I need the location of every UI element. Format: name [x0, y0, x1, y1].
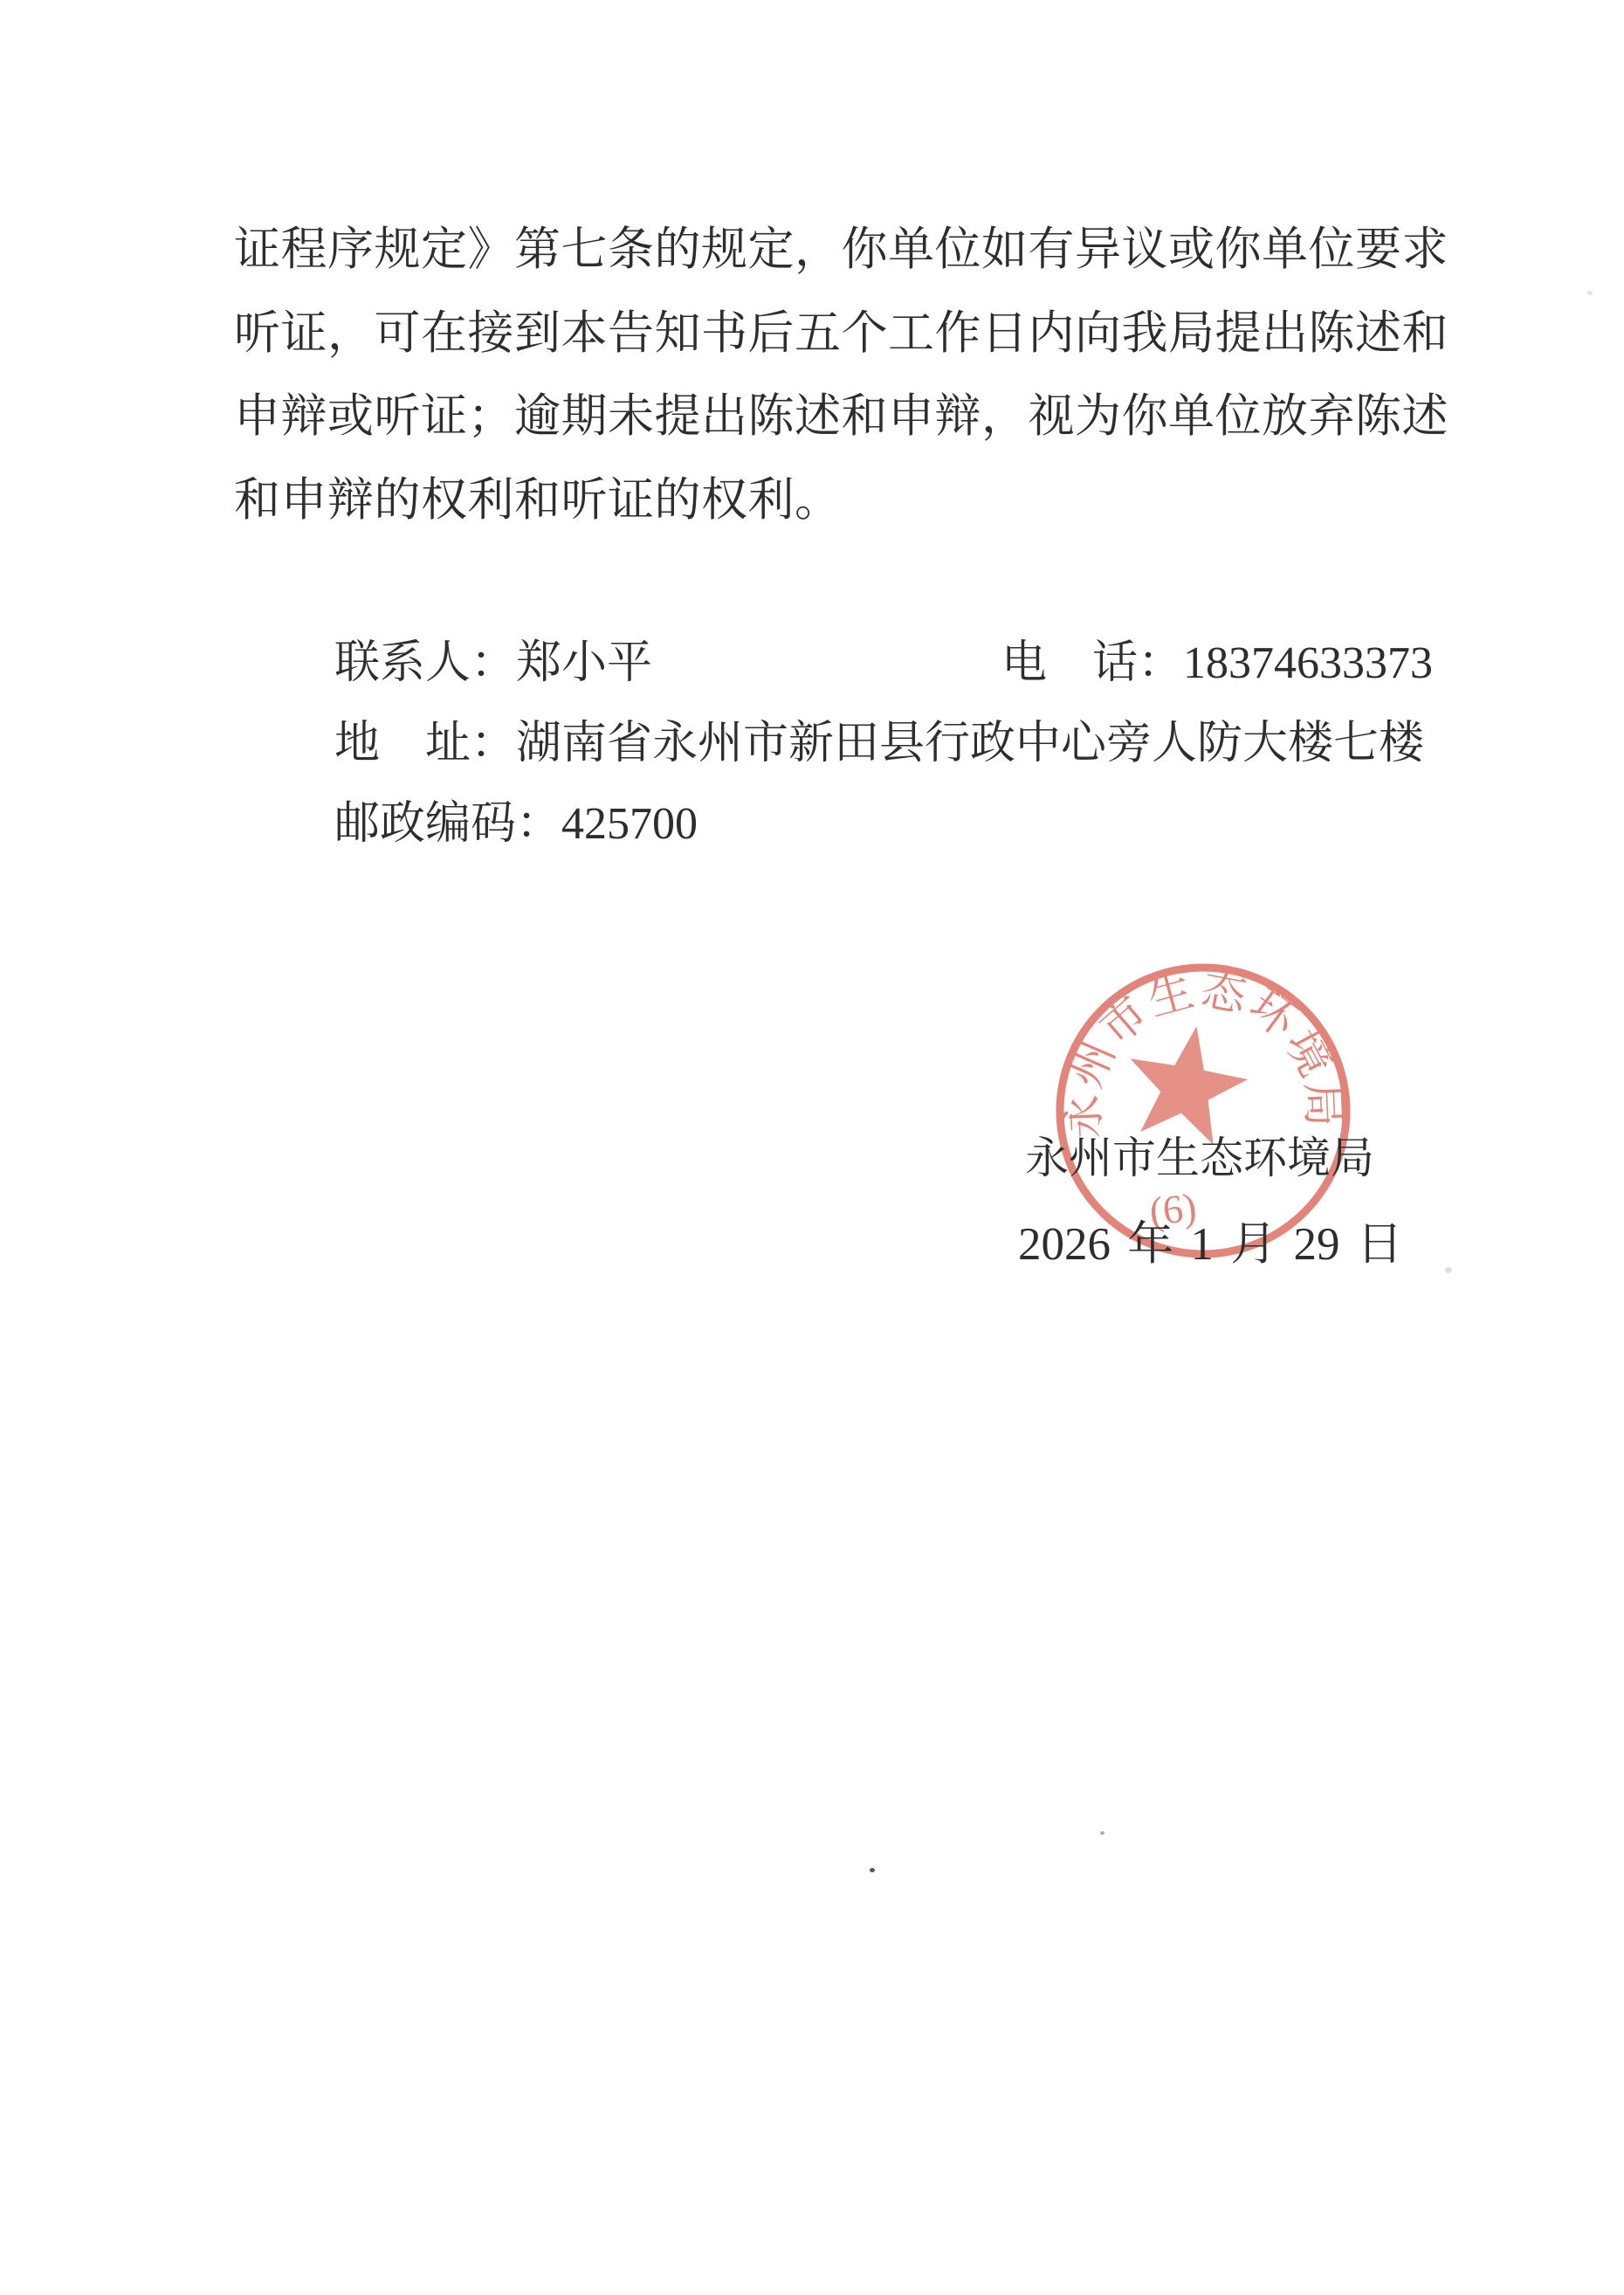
postal-code: 425700: [561, 799, 698, 849]
phone-number: 18374633373: [1183, 638, 1434, 688]
issue-date: 2026 年 1 月 29 日: [1018, 1219, 1403, 1270]
body-line: 听证，可在接到本告知书后五个工作日内向我局提出陈述和: [234, 307, 1449, 359]
postal-label: 邮政编码：: [334, 799, 562, 849]
address-value: 湖南省永州市新田县行政中心旁人防大楼七楼: [516, 719, 1425, 768]
phone-label: 电 话：: [1001, 638, 1184, 688]
seal-ring-text: 永州市生态环境局: [1058, 964, 1349, 1141]
seal-code: (6): [1147, 1184, 1199, 1234]
contact-person-name: 郑小平: [516, 638, 653, 688]
contact-person-label: 联系人：: [334, 638, 517, 688]
body-line: 申辩或听证；逾期未提出陈述和申辩，视为你单位放弃陈述: [234, 391, 1449, 442]
body-line: 证程序规定》第七条的规定，你单位如有异议或你单位要求: [234, 224, 1449, 275]
address-label: 地 址：: [334, 719, 517, 768]
body-line: 和申辩的权利和听证的权利。: [234, 474, 842, 526]
issuing-agency: 永州市生态环境局: [1025, 1134, 1374, 1182]
